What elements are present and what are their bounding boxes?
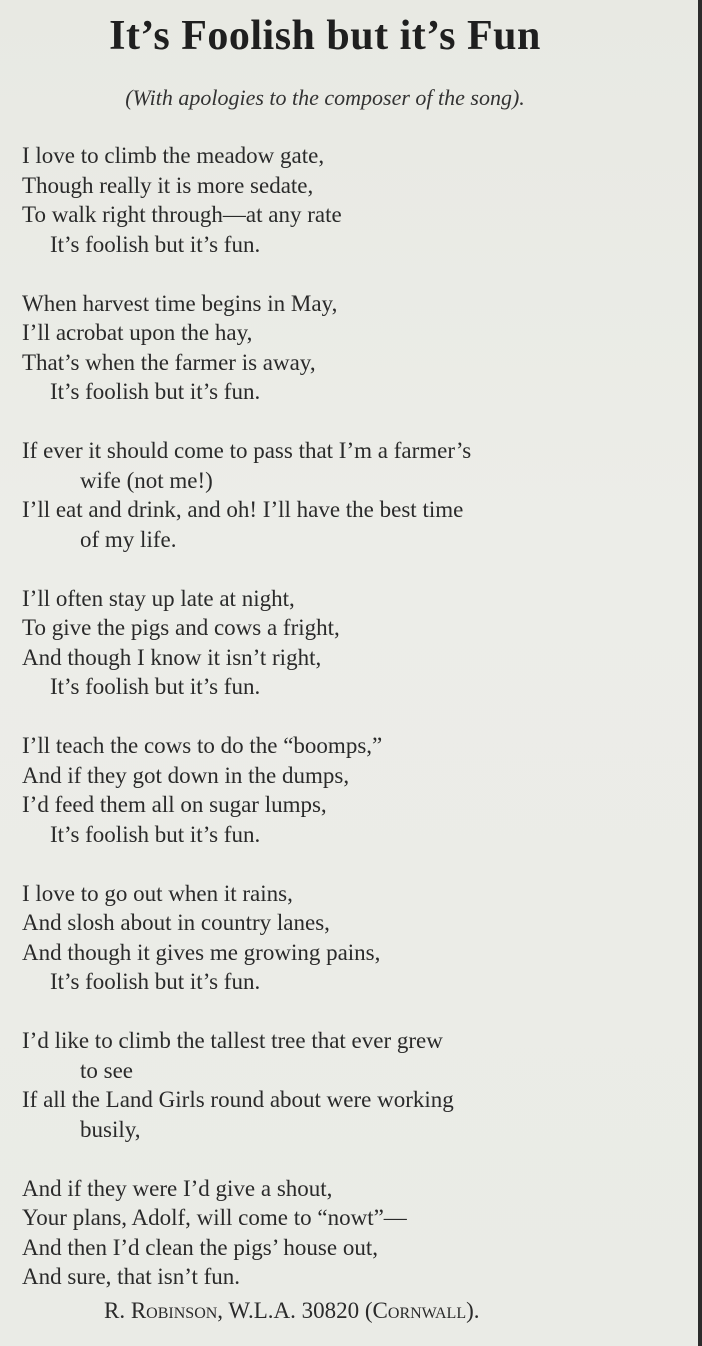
stanza <box>22 584 662 702</box>
poem-line: And if they were I’d give a shout, <box>22 1175 333 1201</box>
poem-line: And though I know it isn’t right, <box>22 644 322 670</box>
poem-line: To walk right through—at any rate <box>22 202 342 227</box>
poem-line: I’ll acrobat upon the hay, <box>22 320 253 345</box>
poem-line-continuation: to see <box>80 1057 134 1083</box>
poem-subtitle: (With apologies to the composer of the song). <box>125 85 525 110</box>
poem-line: To give the pigs and cows a fright, <box>22 615 340 640</box>
stanza <box>22 879 662 997</box>
author-signature: R. Robinson, W.L.A. 30820 (Cornwall). <box>104 1298 480 1323</box>
poem-line: I’d feed them all on sugar lumps, <box>22 792 327 817</box>
refrain-line: It’s foolish but it’s fun. <box>50 379 261 404</box>
poem-line: Though really it is more sedate, <box>22 172 314 198</box>
stanza <box>22 141 662 259</box>
stanza <box>22 289 662 407</box>
poem-line: That’s when the farmer is away, <box>22 349 316 375</box>
poem-line: I’ll teach the cows to do the “boomps,” <box>22 733 383 758</box>
stanza <box>22 436 662 554</box>
poem-line: Your plans, Adolf, will come to “nowt”— <box>22 1205 407 1230</box>
poem-line: I’ll eat and drink, and oh! I’ll have the best time <box>22 497 464 522</box>
refrain-line: It’s foolish but it’s fun. <box>50 674 261 699</box>
poem-line: And sure, that isn’t fun. <box>22 1264 241 1289</box>
stanza <box>22 1026 662 1144</box>
poem-line: And though it gives me growing pains, <box>22 939 381 965</box>
poem-line: I’ll often stay up late at night, <box>22 585 295 611</box>
poem-line: And if they got down in the dumps, <box>22 762 350 788</box>
poem-title: It’s Foolish but it’s Fun <box>109 13 541 59</box>
poem-line: And then I’d clean the pigs’ house out, <box>22 1234 378 1260</box>
poem-line-continuation: busily, <box>80 1116 141 1142</box>
poem-line: I love to go out when it rains, <box>22 880 293 906</box>
page-edge <box>698 0 702 1346</box>
poem-line: If ever it should come to pass that I’m a farmer’s <box>22 438 472 463</box>
poem-line: When harvest time begins in May, <box>22 290 338 316</box>
poem-line-continuation: wife (not me!) <box>80 467 213 493</box>
stanza <box>22 731 662 849</box>
poem-body <box>22 141 662 1321</box>
poem-line-continuation: of my life. <box>80 526 177 552</box>
poem-line: I’d like to climb the tallest tree that ever grew <box>22 1028 443 1053</box>
poem-line: And slosh about in country lanes, <box>22 910 330 935</box>
refrain-line: It’s foolish but it’s fun. <box>50 969 261 994</box>
stanza <box>22 1174 662 1292</box>
refrain-line: It’s foolish but it’s fun. <box>50 821 261 847</box>
poem-line: If all the Land Girls round about were working <box>22 1087 454 1112</box>
poem-line: I love to climb the meadow gate, <box>22 143 325 168</box>
refrain-line: It’s foolish but it’s fun. <box>50 231 261 257</box>
